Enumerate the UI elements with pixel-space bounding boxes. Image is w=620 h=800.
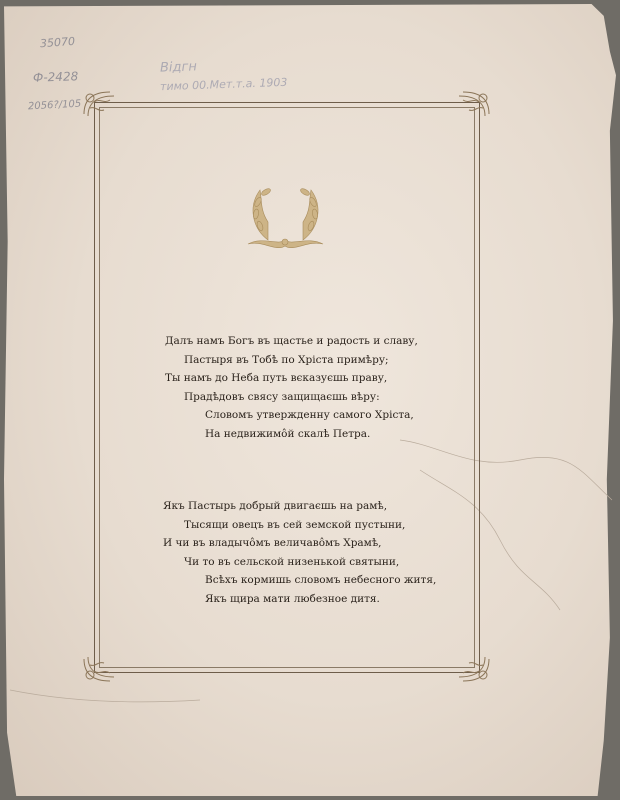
poem-line: Чи то въ сельской низенькой святыни,	[184, 555, 400, 568]
poem-line: Тысящи овецъ въ сей земской пустыни,	[184, 518, 406, 531]
poem-line: Якъ Пастырь добрый двигаєшь на рамѣ,	[163, 500, 388, 512]
poem-line: Далъ намъ Богъ въ щастье и радость и славу,	[165, 335, 418, 347]
poem-line: Ты намъ до Неба путь вєказуєшь праву,	[165, 372, 388, 385]
library-note-line1: Відгн	[159, 59, 198, 76]
inventory-number: 35070	[39, 34, 76, 51]
poem-line: Словомъ утвержденну самого Хріста,	[205, 409, 414, 422]
ornamental-corner-icon	[80, 653, 124, 685]
library-note-line2: тимо 00.Мет.т.а. 1903	[159, 75, 288, 94]
stamp-number: Ф-2428	[32, 69, 79, 85]
poem-line: На недвижимôй скалѣ Петра.	[205, 428, 371, 440]
poem-line: Пастыря въ Тобѣ по Хріста примѣру;	[184, 353, 389, 366]
ornamental-corner-icon	[80, 88, 124, 120]
poem-line: Всѣхъ кормишь словомъ небесного житя,	[205, 574, 437, 587]
poem-line: Якъ щира мати любезное дитя.	[205, 593, 380, 605]
poem-line: И чи въ владычôмъ величавôмъ Храмѣ,	[163, 537, 382, 550]
reference-number: 2056?/105	[27, 98, 82, 113]
poem-line: Прадѣдовъ свяcу защищаєшь вѣру:	[184, 390, 380, 403]
ornamental-corner-icon	[449, 88, 493, 120]
laurel-wreath-icon	[238, 170, 333, 260]
ornamental-corner-icon	[449, 653, 493, 685]
